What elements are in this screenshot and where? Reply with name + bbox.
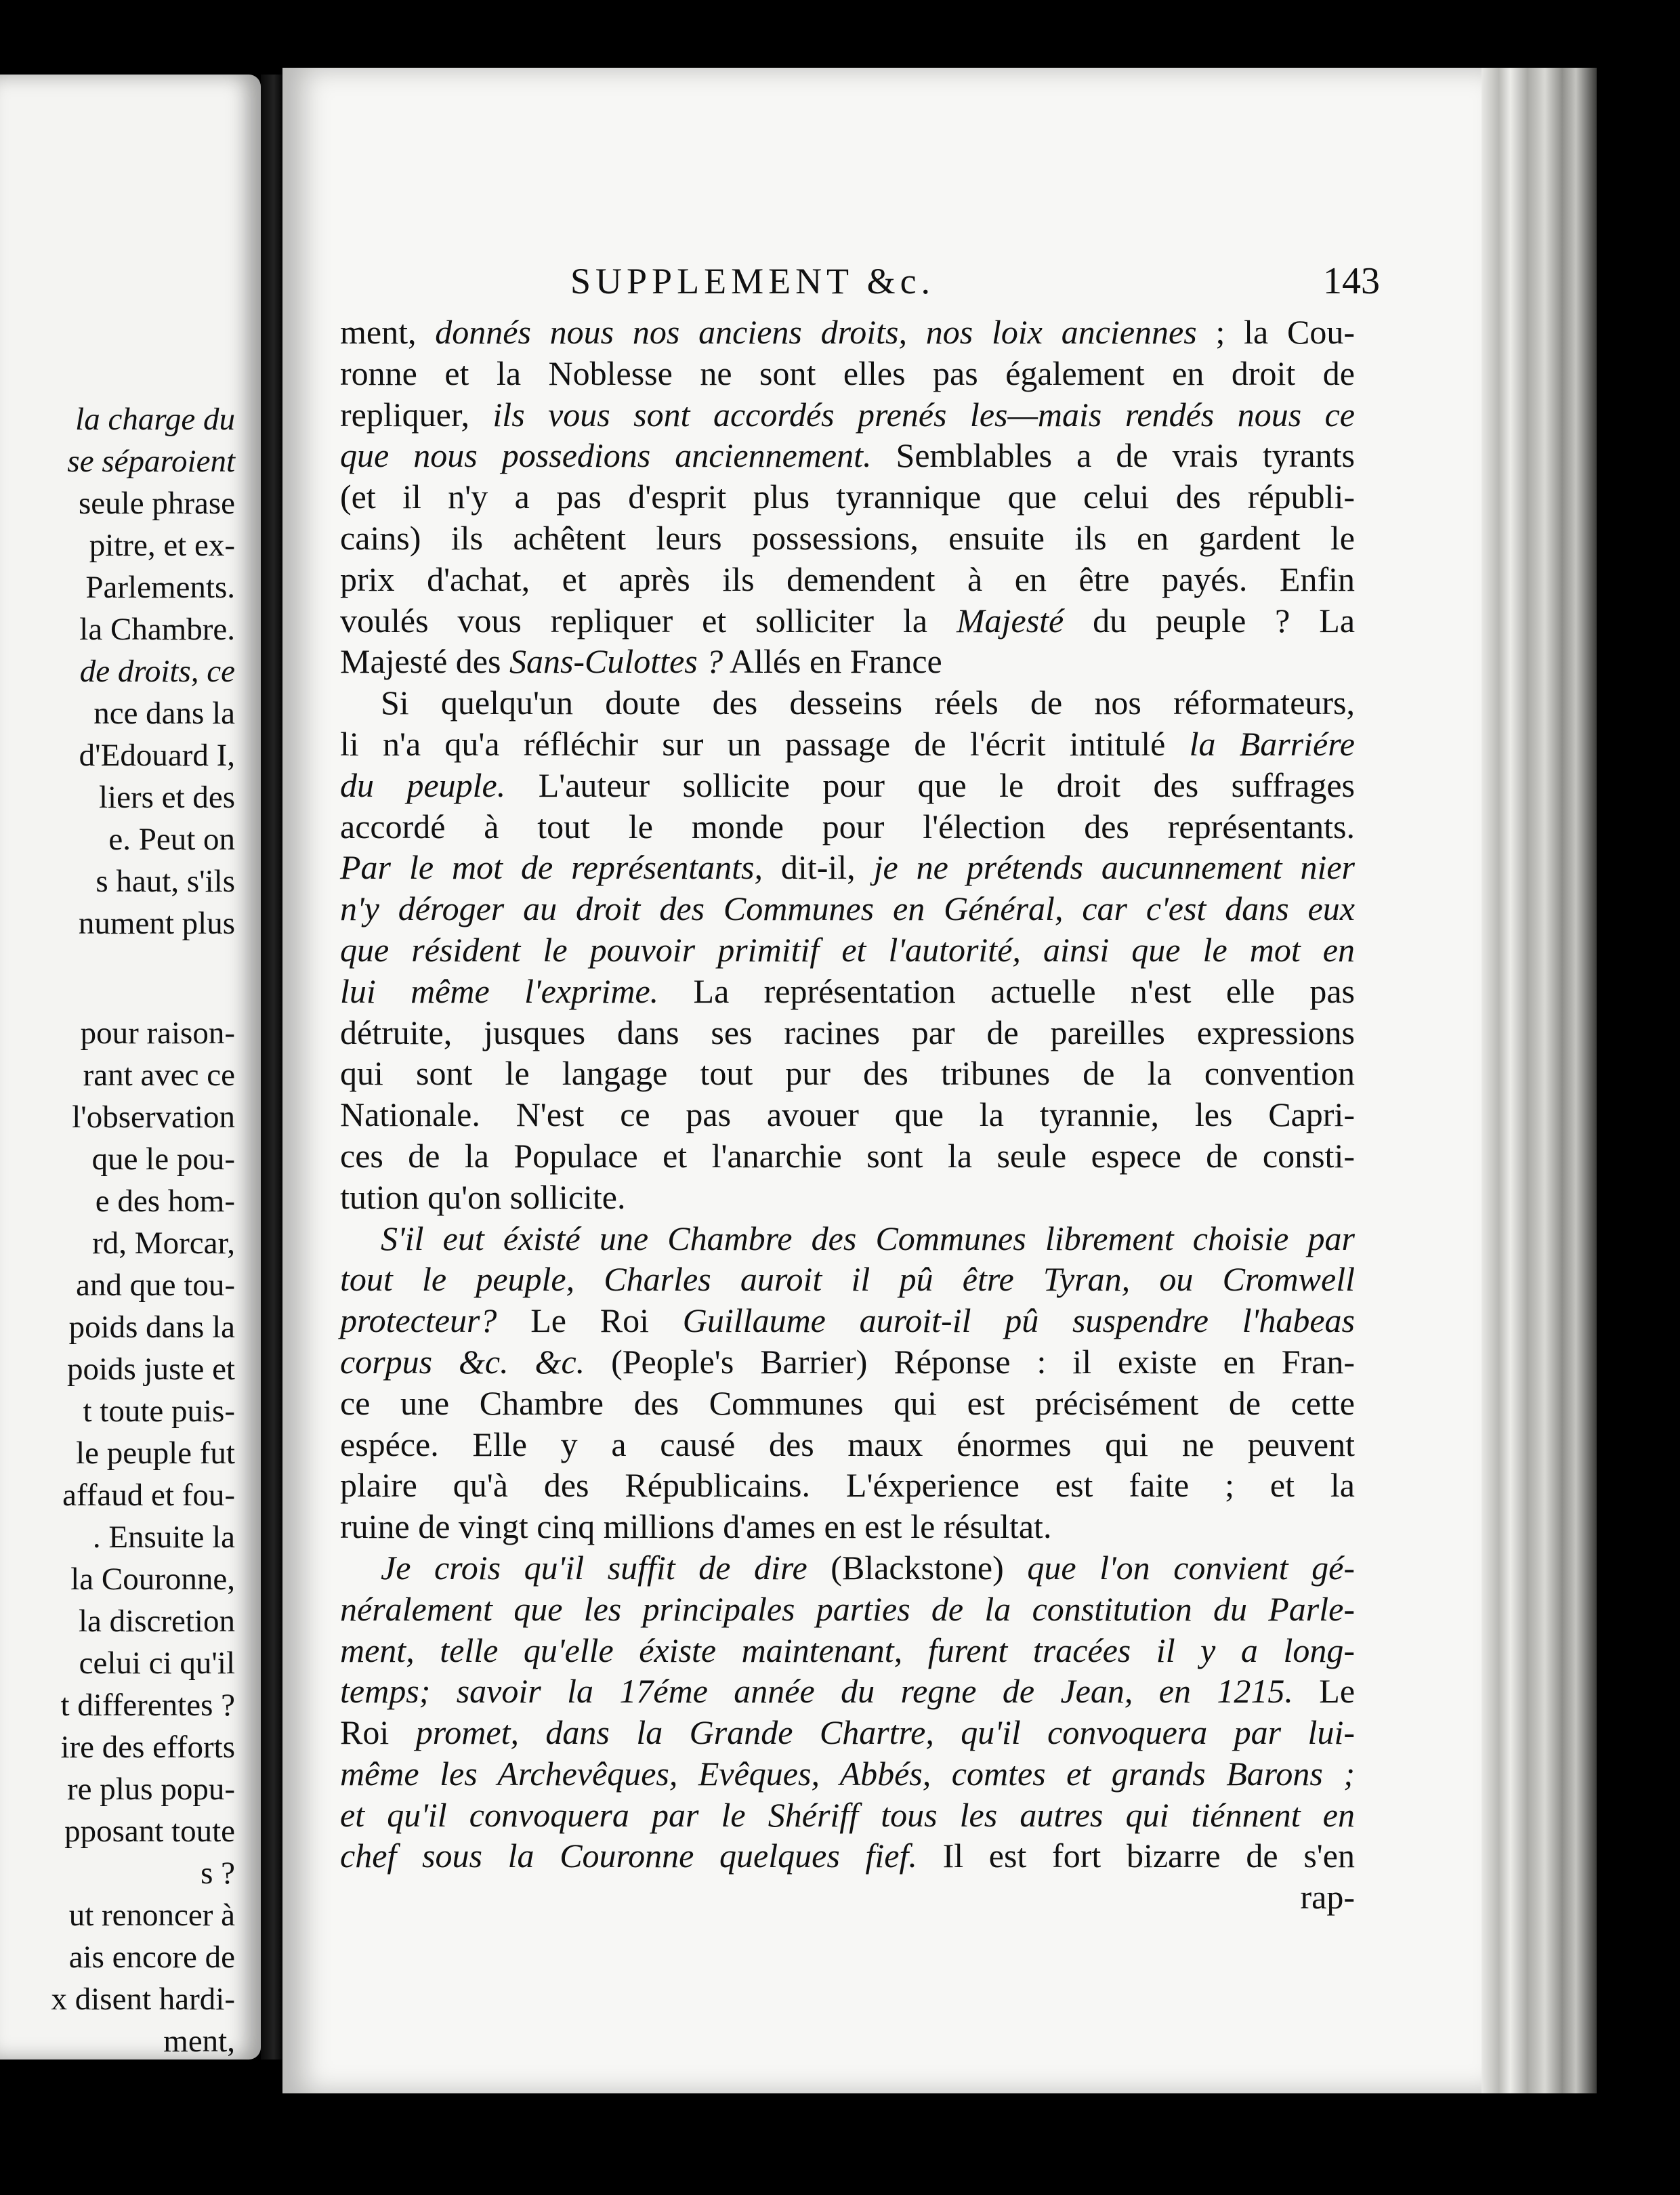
roman-text: Il est fort bizarre de s'en	[917, 1837, 1355, 1875]
roman-text: repliquer,	[340, 395, 493, 434]
text-line	[340, 518, 1355, 559]
text-line	[340, 724, 1355, 765]
roman-text: Si quelqu'un doute des desseins réels de nos réformateurs,	[381, 684, 1355, 722]
page-header	[282, 257, 1380, 305]
roman-text: ces de la Populace et l'anarchie sont la seule espece de consti-	[340, 1136, 1355, 1175]
text-line	[340, 1712, 1355, 1753]
previous-page-line: la discretion	[78, 1604, 235, 1639]
text-line	[340, 1341, 1355, 1383]
text-line	[340, 929, 1355, 971]
roman-text: ; la Cou-	[1196, 313, 1355, 351]
text-line	[340, 1835, 1355, 1877]
previous-page-line: s haut, s'ils	[96, 864, 235, 899]
page-number: 143	[1323, 260, 1380, 302]
previous-page-line: and que tou-	[76, 1268, 235, 1303]
italic-text: S'il eut éxisté une Chambre des Communes librement choisie par	[381, 1219, 1355, 1257]
previous-page	[0, 75, 261, 2060]
previous-page-line: se séparoient	[67, 444, 235, 479]
text-line	[340, 559, 1355, 600]
previous-page-line: liers et des	[99, 780, 235, 815]
text-line	[340, 1135, 1355, 1177]
italic-text: et qu'il convoquera par le Shériff tous les autres qui tiénnent en	[340, 1795, 1355, 1834]
italic-text: tout le peuple, Charles auroit il pû être Tyran, ou Cromwell	[340, 1260, 1355, 1299]
italic-text: Par le mot de représentants,	[340, 848, 763, 887]
roman-text: Nationale. N'est ce pas avouer que la tyrannie, les Capri-	[340, 1095, 1355, 1134]
roman-text: du peuple ? La	[1064, 601, 1356, 640]
italic-text: je ne prétends aucunnement nier	[873, 848, 1356, 887]
previous-page-line: e des hom-	[95, 1184, 235, 1219]
italic-text: même les Archevêques, Evêques, Abbés, comtes et grands Barons ;	[340, 1754, 1355, 1793]
previous-page-line: celui ci qu'il	[79, 1646, 235, 1681]
previous-page-line: . Ensuite la	[92, 1520, 235, 1555]
text-line	[340, 1630, 1355, 1671]
roman-text: dit-il,	[762, 848, 874, 887]
text-line	[340, 1424, 1355, 1465]
text-line	[340, 888, 1355, 929]
roman-text: cains) ils achêtent leurs possessions, ensuite ils en gardent le	[340, 518, 1355, 557]
previous-page-line: le peuple fut	[76, 1436, 235, 1471]
roman-text: tution qu'on sollicite.	[340, 1177, 626, 1216]
text-line	[340, 1877, 1355, 1918]
text-line	[340, 641, 1355, 682]
text-line	[340, 476, 1355, 518]
italic-text: ment, telle qu'elle éxiste maintenant, furent tracées il y a long-	[340, 1631, 1355, 1669]
italic-text: promet, dans la Grande Chartre, qu'il convoquera par lui-	[415, 1713, 1355, 1752]
text-line	[340, 1053, 1355, 1094]
text-line	[340, 1465, 1355, 1506]
text-line	[340, 1589, 1355, 1630]
roman-text: li n'a qu'a réfléchir sur un passage de l'écrit intitulé	[340, 724, 1190, 763]
text-line	[340, 1671, 1355, 1712]
previous-page-line: re plus popu-	[66, 1772, 235, 1807]
previous-page-line: e. Peut on	[108, 822, 235, 857]
roman-text: La représentation actuelle n'est elle pas	[658, 971, 1355, 1010]
book-gutter	[261, 75, 282, 2060]
previous-page-line: rd, Morcar,	[92, 1226, 235, 1261]
previous-page-line: t differentes ?	[60, 1688, 235, 1723]
text-line	[340, 1094, 1355, 1135]
roman-text: qui sont le langage tout pur des tribunes de la convention	[340, 1054, 1355, 1093]
previous-page-line: l'observation	[72, 1100, 235, 1135]
italic-text: donnés nous nos anciens droits, nos loix anciennes	[435, 313, 1197, 351]
previous-page-line: rant avec ce	[83, 1058, 235, 1093]
body-text	[340, 312, 1355, 1918]
running-head: SUPPLEMENT &c.	[570, 261, 936, 301]
text-line	[340, 1259, 1355, 1300]
previous-page-line: pposant toute	[64, 1814, 235, 1849]
roman-text: (et il n'y a pas d'esprit plus tyrannique que celui des républi-	[340, 478, 1355, 516]
roman-text: Allés en France	[723, 642, 942, 681]
previous-page-line: de droits, ce	[79, 654, 235, 689]
roman-text: rap-	[1300, 1878, 1355, 1917]
italic-text: du peuple.	[340, 766, 506, 804]
text-line	[340, 971, 1355, 1012]
roman-text: ruine de vingt cinq millions d'ames en est le résultat.	[340, 1507, 1052, 1546]
text-line	[340, 1506, 1355, 1547]
previous-page-line: que le pou-	[91, 1142, 235, 1177]
italic-text: Sans-Culottes ?	[509, 642, 723, 681]
italic-text: que l'on convient gé-	[1027, 1548, 1355, 1587]
text-line	[340, 765, 1355, 806]
text-line	[340, 847, 1355, 888]
text-line	[340, 1012, 1355, 1053]
text-line	[340, 1177, 1355, 1218]
text-line	[340, 806, 1355, 848]
previous-page-line: affaud et fou-	[62, 1478, 235, 1513]
previous-page-line: t toute puis-	[83, 1394, 235, 1429]
previous-page-line: nument plus	[78, 906, 235, 941]
text-line	[340, 1795, 1355, 1836]
previous-page-line: poids juste et	[66, 1352, 235, 1387]
italic-text: chef sous la Couronne quelques fief.	[340, 1837, 917, 1875]
roman-text: ment,	[340, 313, 436, 351]
previous-page-text	[5, 398, 235, 2060]
text-line	[340, 682, 1355, 724]
roman-text: (People's Barrier) Réponse : il existe en Fran-	[585, 1342, 1355, 1381]
italic-text: néralement que les principales parties de la constitution du Parle-	[340, 1589, 1355, 1628]
roman-text: accordé à tout le monde pour l'élection des représentants.	[340, 807, 1355, 845]
text-line	[340, 312, 1355, 353]
text-line	[340, 600, 1355, 642]
previous-page-line: nce dans la	[93, 696, 235, 731]
roman-text: détruite, jusques dans ses racines par de pareilles expressions	[340, 1013, 1355, 1051]
text-line	[340, 394, 1355, 436]
previous-page-line: la Couronne,	[70, 1562, 235, 1597]
roman-text: plaire qu'à des Républicains. L'éxperience est faite ; et la	[340, 1466, 1355, 1505]
previous-page-line	[5, 944, 235, 1012]
italic-text: temps; savoir la 17éme année du regne de Jean, en 1215.	[340, 1672, 1293, 1711]
text-line	[340, 1218, 1355, 1259]
italic-text: corpus &c. &c.	[340, 1342, 585, 1381]
previous-page-line: s ?	[201, 1856, 235, 1891]
roman-text: prix d'achat, et après ils demendent à en être payés. Enfin	[340, 560, 1355, 598]
previous-page-line: x disent hardi-	[51, 1982, 235, 2017]
previous-page-line: pitre, et ex-	[89, 528, 235, 563]
previous-page-line: Parlements.	[85, 570, 235, 605]
italic-text: lui même l'exprime.	[340, 971, 659, 1010]
previous-page-line: ment,	[163, 2024, 235, 2059]
previous-page-line: ire des efforts	[60, 1730, 235, 1765]
text-line	[340, 353, 1355, 394]
text-line	[340, 1383, 1355, 1424]
italic-text: Majesté	[956, 601, 1064, 640]
roman-text: ce une Chambre des Communes qui est précisément de cette	[340, 1383, 1355, 1422]
roman-text: espéce. Elle y a causé des maux énormes qui ne peuvent	[340, 1425, 1355, 1463]
text-line	[340, 1753, 1355, 1795]
page-edges	[1482, 68, 1597, 2093]
text-line	[340, 1300, 1355, 1341]
italic-text: la Barriére	[1189, 724, 1355, 763]
italic-text: n'y déroger au droit des Communes en Général, car c'est dans eux	[340, 890, 1355, 928]
previous-page-line: pour raison-	[80, 1016, 235, 1051]
roman-text: (Blackstone)	[807, 1548, 1028, 1587]
italic-text: protecteur?	[340, 1301, 497, 1340]
italic-text: Guillaume auroit-il pû suspendre l'habeas	[682, 1301, 1355, 1340]
roman-text: Semblables a de vrais tyrants	[871, 436, 1355, 475]
italic-text: Je crois qu'il suffit de dire	[381, 1548, 807, 1587]
italic-text: ils vous sont accordés prenés les—mais rendés nous ce	[492, 395, 1355, 434]
previous-page-line: ut renoncer à	[68, 1898, 235, 1933]
roman-text: Le Roi	[497, 1301, 683, 1340]
italic-text: que résident le pouvoir primitif et l'autorité, ainsi que le mot en	[340, 930, 1355, 969]
previous-page-line: poids dans la	[68, 1310, 235, 1345]
previous-page-line: d'Edouard I,	[79, 738, 235, 773]
roman-text: Majesté des	[340, 642, 509, 681]
roman-text: L'auteur sollicite pour que le droit des suffrages	[505, 766, 1355, 804]
roman-text: Roi	[340, 1713, 416, 1752]
roman-text: voulés vous repliquer et solliciter la	[340, 601, 957, 640]
previous-page-line: seule phrase	[79, 486, 235, 521]
roman-text: Le	[1293, 1672, 1356, 1711]
text-line	[340, 435, 1355, 476]
italic-text: que nous possedions anciennement.	[340, 436, 872, 475]
roman-text: ronne et la Noblesse ne sont elles pas également en droit de	[340, 354, 1355, 392]
previous-page-line: la Chambre.	[79, 612, 235, 647]
previous-page-line: la charge du	[75, 402, 235, 437]
text-line	[340, 1547, 1355, 1589]
previous-page-line: ais encore de	[68, 1940, 235, 1975]
